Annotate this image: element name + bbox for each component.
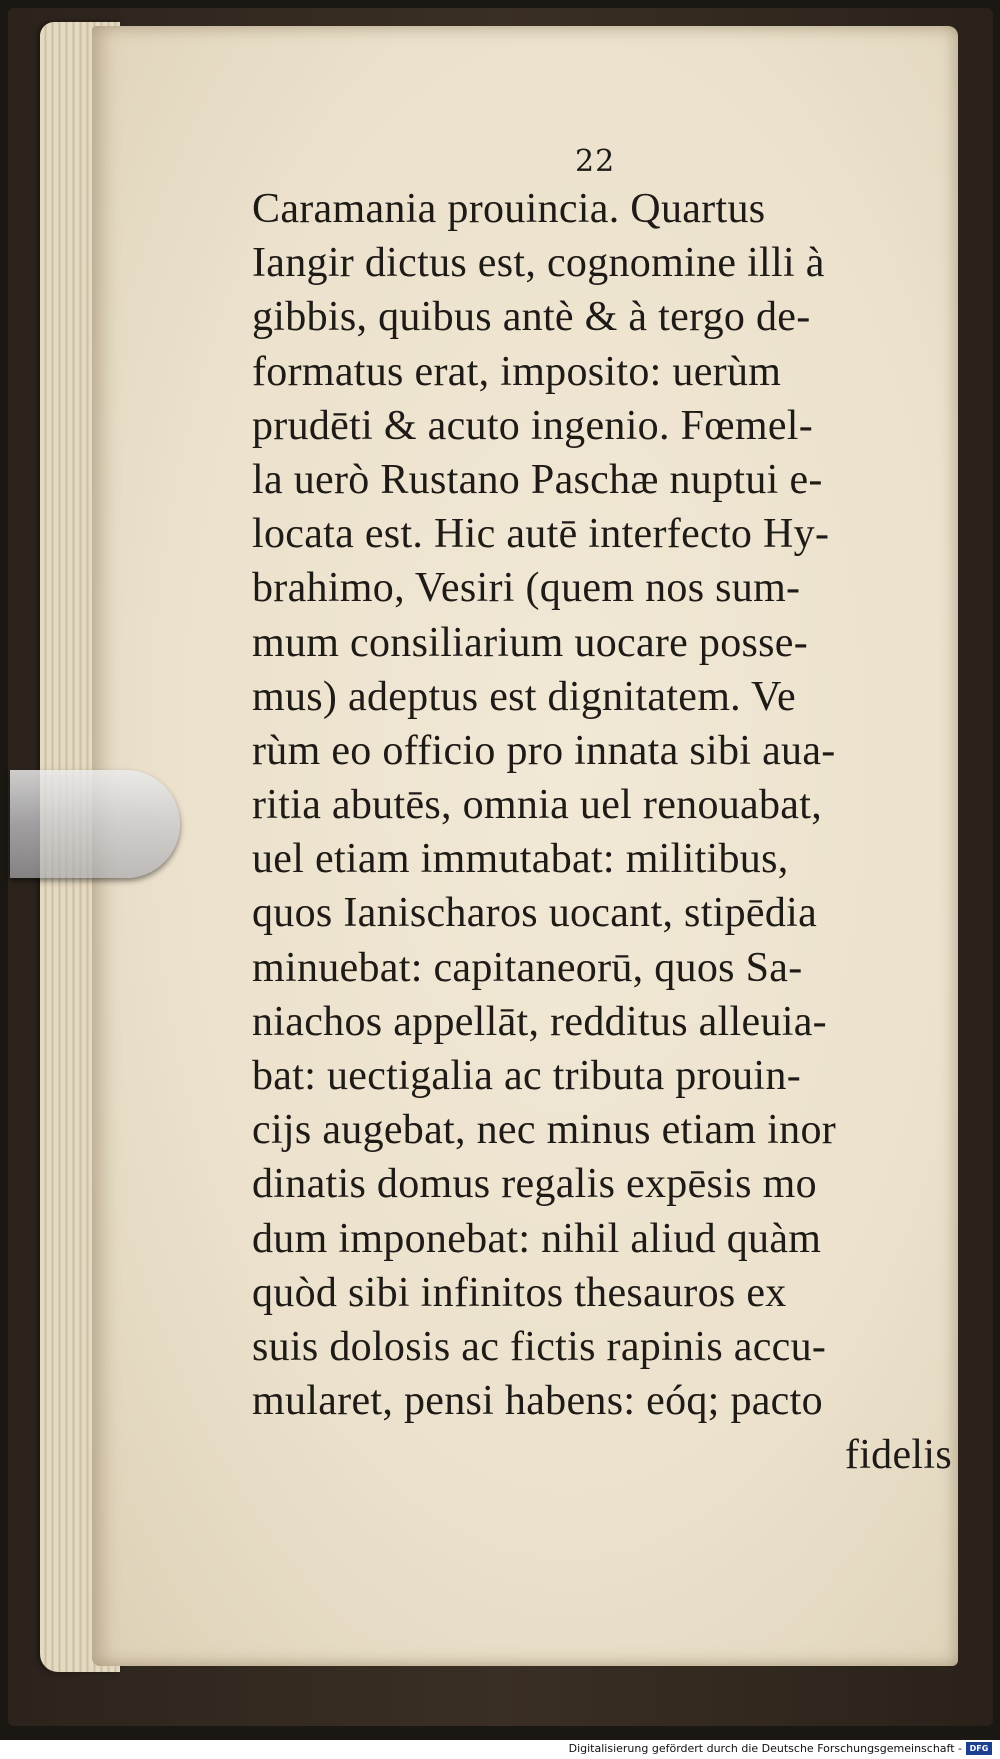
text-line: formatus erat, imposito: uerùm [252, 348, 782, 395]
text-line: gibbis, quibus antè & à tergo de- [252, 294, 811, 341]
text-line: mus) adeptus est dignitatem. Ve [252, 673, 796, 720]
text-line: brahimo, Vesiri (quem nos sum- [252, 565, 801, 612]
text-line: Caramania prouincia. Quartus [252, 186, 766, 232]
text-line: niachos appellāt, redditus alleuia- [252, 998, 827, 1045]
text-line: rùm eo officio pro innata sibi aua- [252, 727, 836, 774]
page-number: 22 [575, 144, 616, 179]
text-line: dinatis domus regalis expēsis mo [252, 1161, 817, 1208]
text-line: mum consiliarium uocare posse- [252, 619, 809, 666]
catchword: fidelis [844, 1432, 952, 1479]
text-line: prudēti & acuto ingenio. Fœmel- [252, 402, 814, 449]
text-line: bat: uectigalia ac tributa prouin- [252, 1053, 801, 1099]
text-line: dum imponebat: nihil aliud quàm [252, 1215, 822, 1262]
text-line: Iangir dictus est, cognomine illi à [252, 240, 825, 287]
text-line: quòd sibi infinitos thesauros ex [252, 1269, 787, 1316]
text-line: uel etiam immutabat: militibus, [252, 836, 789, 883]
text-line: suis dolosis ac fictis rapinis accu- [252, 1323, 827, 1370]
text-line: mularet, pensi habens: eóq; pacto [252, 1378, 823, 1425]
text-line: minuebat: capitaneorū, quos Sa- [252, 944, 803, 991]
footer-credit: Digitalisierung gefördert durch die Deutsche Forschungsgemeinschaft - [568, 1742, 962, 1755]
text-line: ritia abutēs, omnia uel renouabat, [252, 782, 823, 829]
text-line: cijs augebat, nec minus etiam inor [252, 1107, 837, 1154]
dfg-logo-icon: DFG [966, 1742, 992, 1755]
text-line: quos Ianischaros uocant, stipēdia [252, 890, 818, 937]
text-line: la uerò Rustano Paschæ nuptui e- [252, 456, 823, 503]
page-holder-clip [10, 770, 180, 878]
text-line: locata est. Hic autē interfecto Hy- [252, 511, 830, 558]
text-block [252, 182, 952, 1483]
